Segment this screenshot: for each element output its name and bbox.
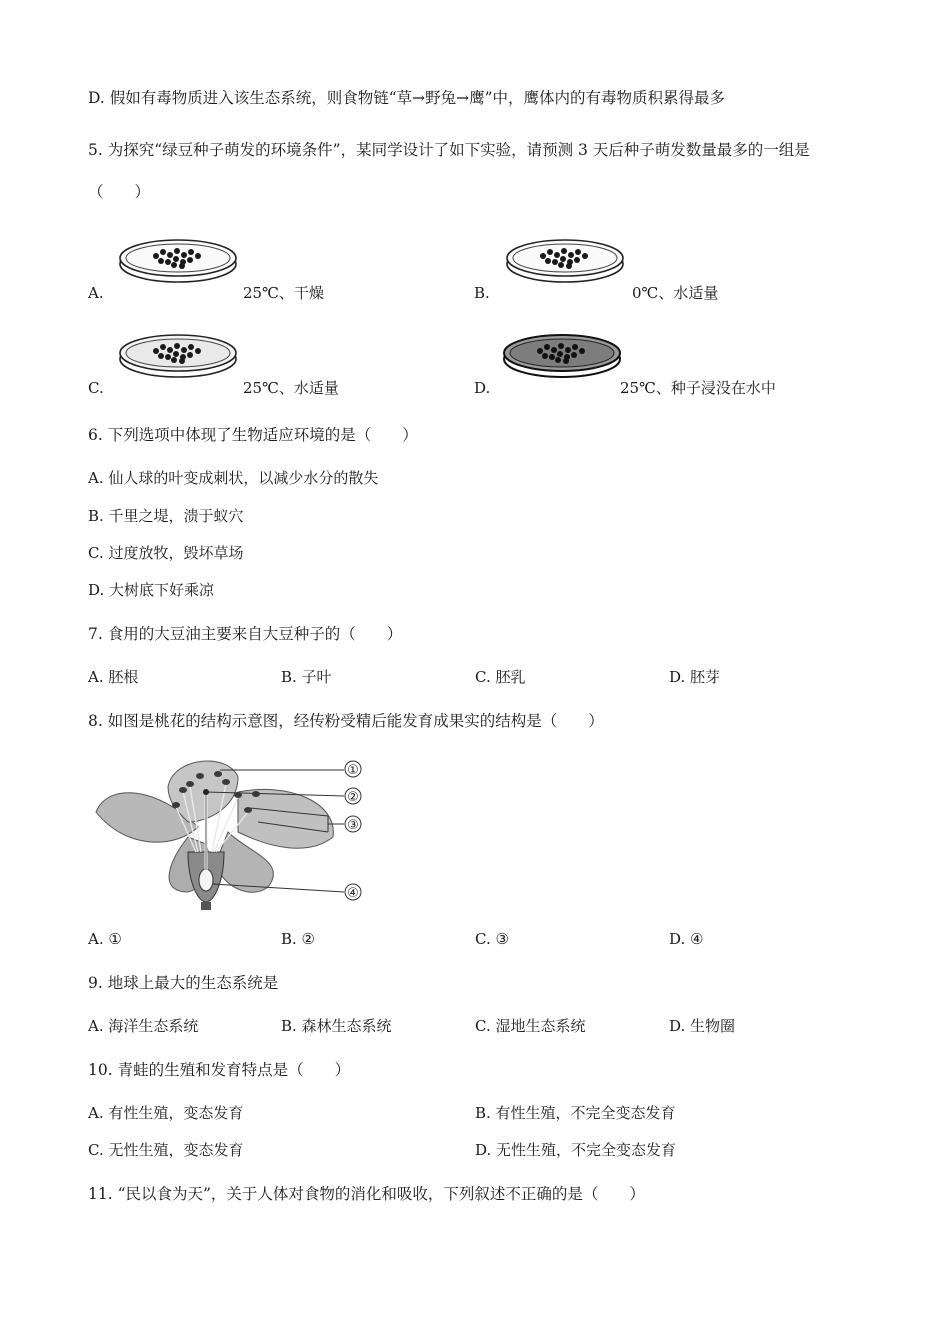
q11-stem: 11. “民以食为天”，关于人体对食物的消化和吸收，下列叙述不正确的是（ ） (88, 1185, 645, 1203)
q8-stem: 8. 如图是桃花的结构示意图，经传粉受精后能发育成果实的结构是（ ） (88, 712, 604, 730)
q9-option-b: B. 森林生态系统 (281, 1017, 392, 1035)
q8-option-a: A. ① (88, 930, 122, 948)
q9-option-c: C. 湿地生态系统 (475, 1017, 586, 1035)
q7-option-c: C. 胚乳 (475, 668, 526, 686)
q7-option-b: B. 子叶 (281, 668, 332, 686)
q5-option-c-condition: 25℃、水适量 (243, 379, 339, 397)
q5-option-a-condition: 25℃、干燥 (243, 284, 324, 302)
q5-option-a-letter: A. (88, 284, 104, 302)
q10-option-c: C. 无性生殖，变态发育 (88, 1141, 244, 1159)
q5-option-b-condition: 0℃、水适量 (632, 284, 719, 302)
q6-option-c: C. 过度放牧，毁坏草场 (88, 544, 244, 562)
petri-dish-cold-image (503, 228, 627, 286)
q8-option-b: B. ② (281, 930, 316, 948)
flower-label-2: ② (347, 790, 359, 805)
q6-option-d: D. 大树底下好乘凉 (88, 581, 215, 599)
petri-dish-dry-image (116, 228, 240, 286)
q7-option-a: A. 胚根 (88, 668, 139, 686)
q10-option-a: A. 有性生殖，变态发育 (88, 1104, 244, 1122)
q5-answer-paren: （ ） (88, 183, 151, 201)
q6-option-a: A. 仙人球的叶变成刺状，以减少水分的散失 (88, 469, 379, 487)
flower-label-1: ① (347, 763, 359, 778)
flower-label-3: ③ (347, 818, 359, 833)
q9-stem: 9. 地球上最大的生态系统是 (88, 974, 279, 992)
q8-option-c: C. ③ (475, 930, 509, 948)
q6-stem: 6. 下列选项中体现了生物适应环境的是（ ） (88, 426, 418, 444)
q10-stem: 10. 青蛙的生殖和发育特点是（ ） (88, 1061, 351, 1079)
q9-option-a: A. 海洋生态系统 (88, 1017, 199, 1035)
petri-dish-moist-image (116, 323, 240, 381)
q10-option-b: B. 有性生殖，不完全变态发育 (475, 1104, 676, 1122)
q10-option-d: D. 无性生殖，不完全变态发育 (475, 1141, 677, 1159)
q5-stem: 5. 为探究“绿豆种子萌发的环境条件”，某同学设计了如下实验，请预测 3 天后种子萌发数量最多的一组是 (88, 141, 810, 159)
flower-label-4: ④ (347, 886, 359, 901)
q4-option-d: D. 假如有毒物质进入该生态系统，则食物链“草→野兔→鹰”中，鹰体内的有毒物质积累得最多 (88, 89, 726, 107)
q6-option-b: B. 千里之堤，溃于蚁穴 (88, 507, 244, 525)
q9-option-d: D. 生物圈 (669, 1017, 736, 1035)
petri-dish-submerged-image (500, 323, 624, 381)
q5-option-d-letter: D. (474, 379, 491, 397)
q8-option-d: D. ④ (669, 930, 704, 948)
q5-option-c-letter: C. (88, 379, 104, 397)
q7-stem: 7. 食用的大豆油主要来自大豆种子的（ ） (88, 625, 403, 643)
q7-option-d: D. 胚芽 (669, 668, 721, 686)
q5-option-d-condition: 25℃、种子浸没在水中 (620, 379, 776, 397)
q5-option-b-letter: B. (474, 284, 490, 302)
peach-flower-diagram (88, 752, 378, 912)
